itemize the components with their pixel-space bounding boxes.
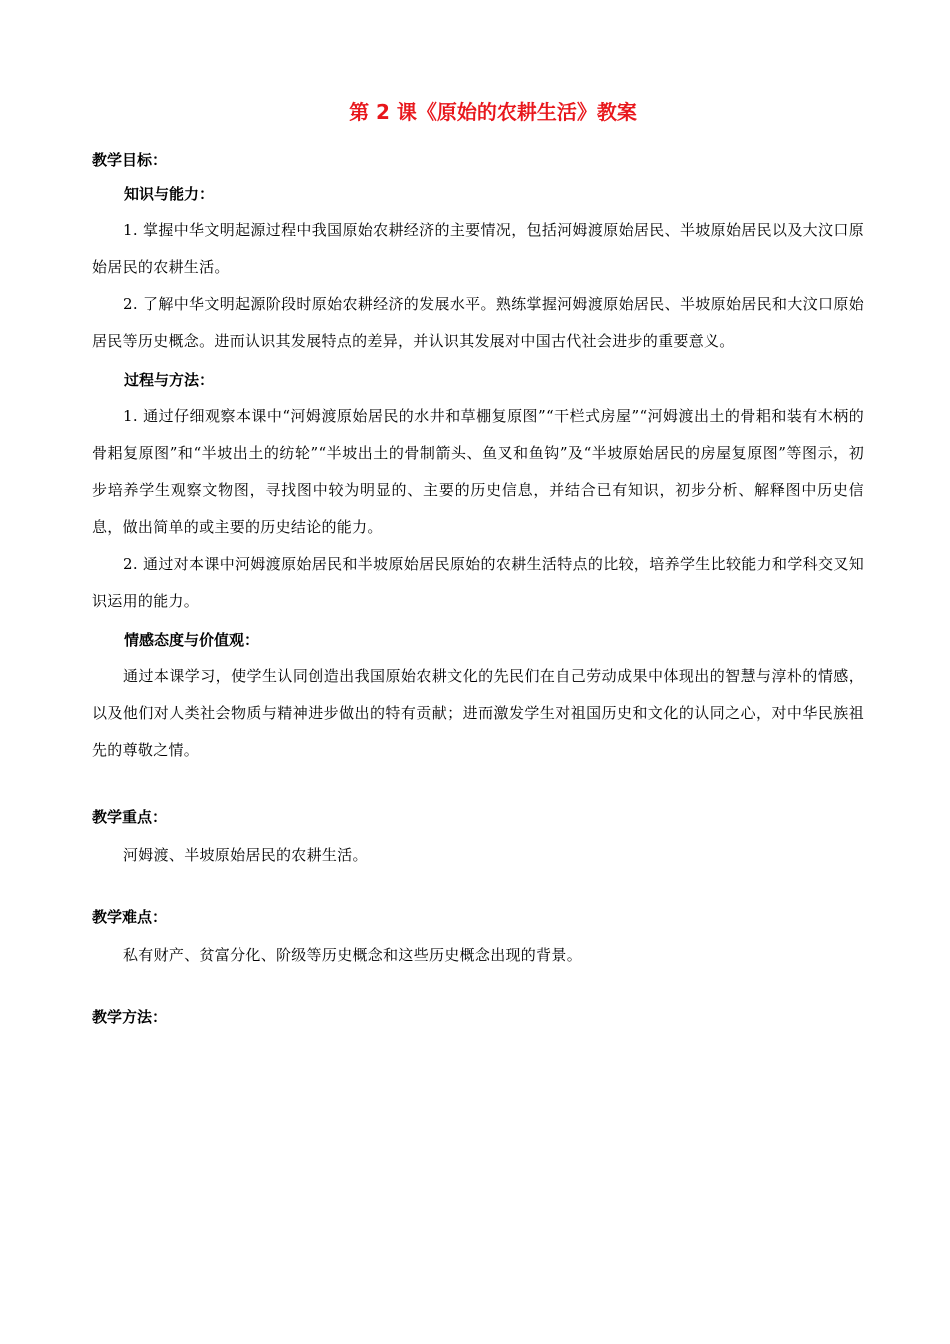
methods-heading: 教学方法： — [92, 1008, 168, 1026]
process-heading: 过程与方法： — [124, 371, 215, 389]
key-points-text: 河姆渡、半坡原始居民的农耕生活。 — [123, 846, 368, 864]
process-paragraph-2: 2. 通过对本课中河姆渡原始居民和半坡原始居民原始的农耕生活特点的比较，培养学生比较能力和学科交叉知识运用的能力。 — [92, 555, 864, 610]
document-title: 第 2 课《原始的农耕生活》教案 — [349, 100, 637, 124]
difficulties-heading: 教学难点： — [92, 908, 168, 926]
emotion-paragraph: 通过本课学习，使学生认同创造出我国原始农耕文化的先民们在自己劳动成果中体现出的智慧与淳朴的情感，以及他们对人类社会物质与精神进步做出的特有贡献；进而激发学生对祖国历史和文化的认同之心，对中华民族祖先的尊敬之情。 — [92, 667, 864, 759]
knowledge-paragraph-2: 2. 了解中华文明起源阶段时原始农耕经济的发展水平。熟练掌握河姆渡原始居民、半坡原始居民和大汶口原始居民等历史概念。进而认识其发展特点的差异，并认识其发展对中国古代社会进步的重要意义。 — [92, 295, 864, 350]
objectives-heading: 教学目标： — [92, 151, 168, 169]
difficulties-text: 私有财产、贫富分化、阶级等历史概念和这些历史概念出现的背景。 — [123, 946, 583, 964]
knowledge-paragraph-1: 1. 掌握中华文明起源过程中我国原始农耕经济的主要情况，包括河姆渡原始居民、半坡原始居民以及大汶口原始居民的农耕生活。 — [92, 221, 864, 276]
emotion-heading: 情感态度与价值观： — [124, 631, 260, 649]
knowledge-heading: 知识与能力： — [124, 185, 215, 203]
key-points-heading: 教学重点： — [92, 808, 168, 826]
document-body — [92, 146, 864, 1031]
process-paragraph-1: 1. 通过仔细观察本课中“河姆渡原始居民的水井和草棚复原图”“干栏式房屋”“河姆渡出土的骨耜和装有木柄的骨耜复原图”和“半坡出土的纺轮”“半坡出土的骨制箭头、鱼叉和鱼钩”及“半坡原始居民的房屋复原图”等图示，初步培养学生观察文物图，寻找图中较为明显的、主要的历史信息，并结合已有知识，初步分析、解释图中历史信息，做出简单的或主要的历史结论的能力。 — [92, 407, 864, 536]
